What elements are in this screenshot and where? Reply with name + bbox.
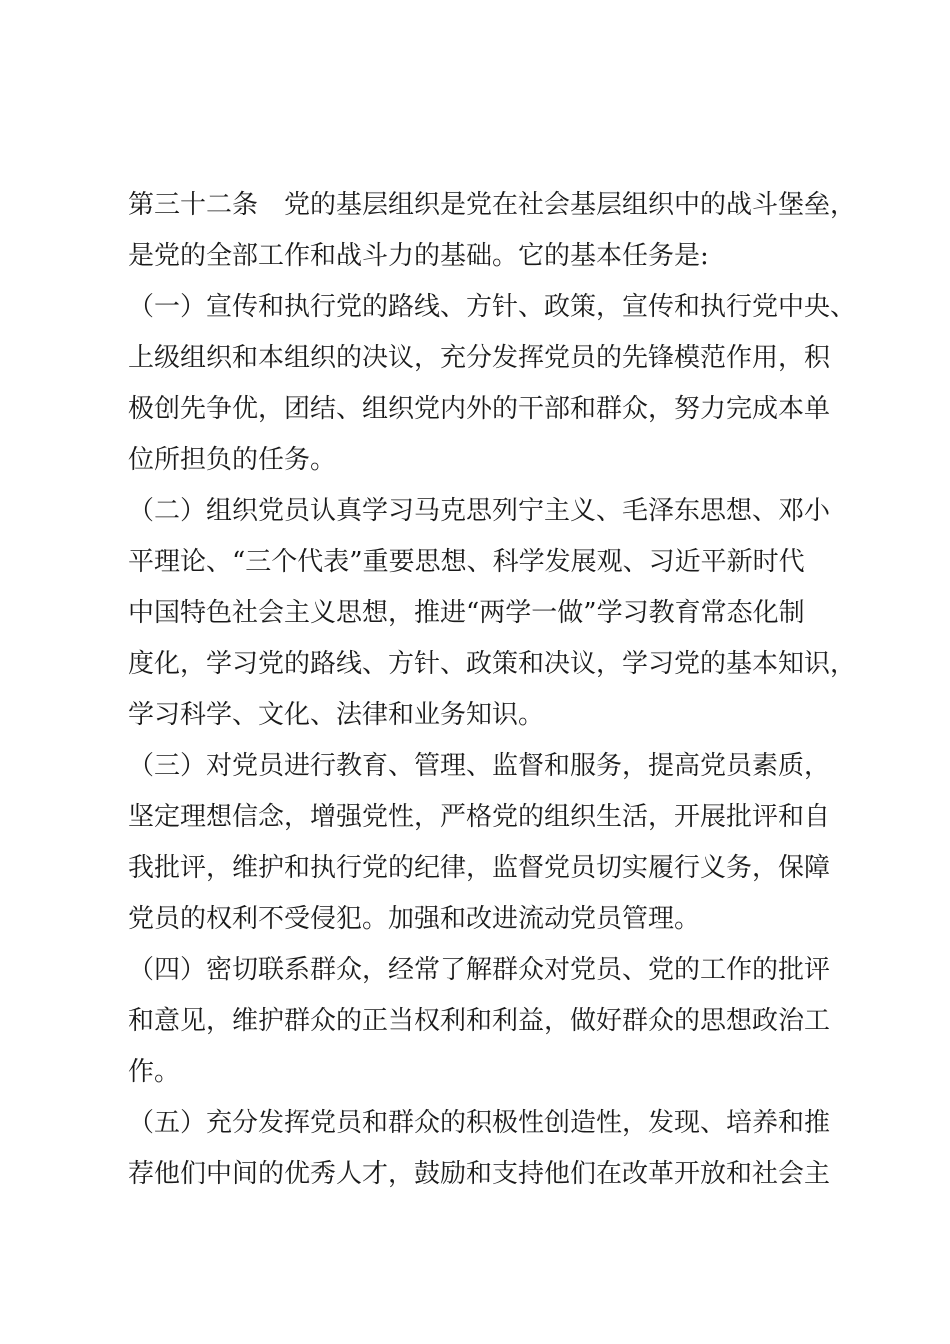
text-line: 度化，学习党的路线、方针、政策和决议，学习党的基本知识， [128, 649, 857, 679]
text-line: 和意见，维护群众的正当权利和利益，做好群众的思想政治工 [128, 1006, 831, 1036]
article-text [128, 180, 857, 1200]
text-line: 第三十二条 党的基层组织是党在社会基层组织中的战斗堡垒， [128, 190, 857, 220]
text-line: 坚定理想信念，增强党性，严格党的组织生活，开展批评和自 [128, 802, 831, 832]
text-line: 上级组织和本组织的决议，充分发挥党员的先锋模范作用，积 [128, 343, 831, 373]
text-line: 党员的权利不受侵犯。加强和改进流动党员管理。 [128, 904, 701, 934]
text-line: （五）充分发挥党员和群众的积极性创造性，发现、培养和推 [128, 1108, 831, 1138]
text-line: 荐他们中间的优秀人才，鼓励和支持他们在改革开放和社会主 [128, 1159, 831, 1189]
text-line: （二）组织党员认真学习马克思列宁主义、毛泽东思想、邓小 [128, 496, 831, 526]
text-line: 学习科学、文化、法律和业务知识。 [128, 700, 545, 730]
text-line: 极创先争优，团结、组织党内外的干部和群众，努力完成本单 [128, 394, 831, 424]
text-line: 位所担负的任务。 [128, 445, 337, 475]
text-line: （四）密切联系群众，经常了解群众对党员、党的工作的批评 [128, 955, 831, 985]
text-line: 我批评，维护和执行党的纪律，监督党员切实履行义务，保障 [128, 853, 831, 883]
text-line: 是党的全部工作和战斗力的基础。它的基本任务是: [128, 241, 709, 271]
text-line: （一）宣传和执行党的路线、方针、政策，宣传和执行党中央、 [128, 292, 857, 322]
text-line: 作。 [128, 1057, 181, 1087]
text-line: 中国特色社会主义思想，推进“两学一做”学习教育常态化制 [128, 598, 805, 628]
text-line: （三）对党员进行教育、管理、监督和服务，提高党员素质， [128, 751, 831, 781]
text-line: 平理论、“三个代表”重要思想、科学发展观、习近平新时代 [128, 547, 805, 577]
